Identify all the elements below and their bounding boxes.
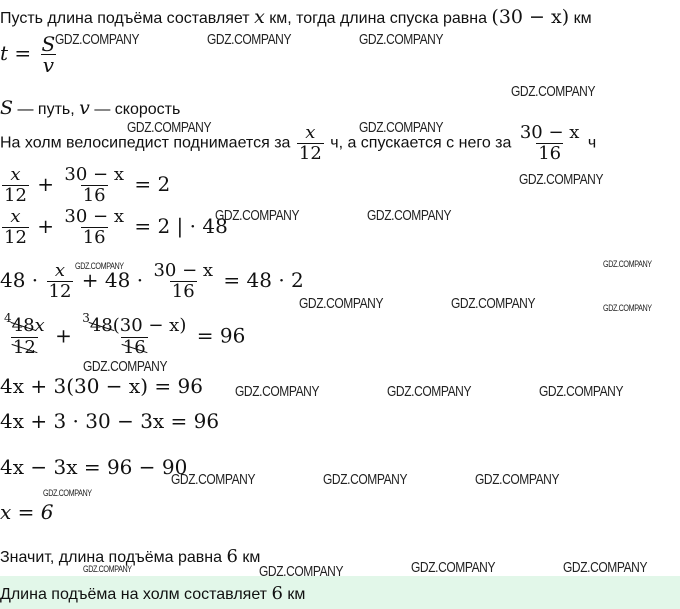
- sv-text-b: — скорость: [94, 101, 181, 118]
- watermark: GDZ.COMPANY: [359, 119, 444, 136]
- watermark: GDZ.COMPANY: [171, 471, 256, 488]
- hill-text-a: На холм велосипедист поднимается за: [0, 134, 291, 152]
- watermark: GDZ.COMPANY: [603, 303, 652, 313]
- eq2-a-num: x: [10, 206, 21, 227]
- watermark: GDZ.COMPANY: [83, 564, 132, 574]
- hill-f2-den: 16: [538, 143, 562, 164]
- equation-4: [0, 311, 246, 358]
- eq4-struck-48-a: [12, 315, 35, 336]
- equation-8: x = 6: [0, 500, 54, 524]
- watermark: GDZ.COMPANY: [259, 563, 344, 580]
- formula-t: [0, 34, 59, 75]
- watermark: GDZ.COMPANY: [235, 383, 320, 400]
- watermark: GDZ.COMPANY: [539, 383, 624, 400]
- eq3-b-num: 30 − x: [153, 260, 214, 281]
- equation-2: [0, 207, 228, 248]
- eq2-b-num: 30 − x: [64, 206, 124, 227]
- sv-line: [0, 97, 180, 119]
- eq4-struck-48-b: [90, 315, 113, 336]
- answer-unit: км: [287, 586, 306, 603]
- watermark: GDZ.COMPANY: [215, 207, 300, 224]
- intro-expr: (30 − x): [491, 6, 570, 28]
- eq4-a-den: 12: [12, 337, 36, 358]
- hill-line: [0, 123, 596, 164]
- equation-5: 4x + 3(30 − x) = 96: [0, 374, 203, 398]
- eq1-a-num: x: [10, 164, 21, 185]
- eq3-a-num: x: [54, 260, 66, 281]
- eq4-struck-16: [123, 337, 146, 358]
- watermark: GDZ.COMPANY: [563, 559, 648, 576]
- watermark: GDZ.COMPANY: [127, 119, 212, 136]
- sv-v: v: [79, 97, 90, 119]
- eq2-plus: +: [37, 214, 55, 238]
- hill-text-c: ч: [587, 134, 597, 152]
- eq4-rhs: = 96: [196, 323, 246, 348]
- equation-1: [0, 165, 170, 206]
- conclusion-text: Значит, длина подъёма равна: [0, 549, 223, 566]
- formula-t-num: S: [41, 32, 56, 56]
- watermark: GDZ.COMPANY: [603, 259, 652, 269]
- conclusion-unit: км: [242, 549, 261, 566]
- watermark: GDZ.COMPANY: [511, 83, 596, 100]
- eq4-b-den: 16: [122, 337, 146, 358]
- eq2-rhs: = 2 | · 48: [134, 214, 228, 238]
- watermark: GDZ.COMPANY: [43, 488, 92, 498]
- eq2-b-den: 16: [82, 227, 106, 248]
- eq4-struck-12: [13, 337, 36, 358]
- answer-text: Длина подъёма на холм составляет: [0, 586, 268, 603]
- watermark: GDZ.COMPANY: [411, 559, 496, 576]
- eq4-b-num-rest: (30 − x): [112, 315, 187, 336]
- hill-f1-den: 12: [298, 143, 322, 164]
- watermark: GDZ.COMPANY: [359, 31, 444, 48]
- intro-text-c: км: [573, 10, 592, 27]
- intro-text-b: км, тогда длина спуска равна: [269, 10, 487, 27]
- hill-f1-num: x: [305, 122, 316, 143]
- answer-value: 6: [271, 583, 283, 604]
- intro-var-x: x: [254, 6, 265, 28]
- eq3-a-den: 12: [48, 281, 72, 302]
- eq1-b-den: 16: [82, 185, 106, 206]
- eq3-rhs: = 48 · 2: [223, 268, 304, 292]
- watermark: GDZ.COMPANY: [299, 295, 384, 312]
- eq1-rhs: = 2: [134, 172, 171, 196]
- watermark: GDZ.COMPANY: [207, 31, 292, 48]
- hill-f2-num: 30 − x: [519, 122, 580, 143]
- eq3-lead: 48 ·: [0, 268, 39, 292]
- eq4-a-num-struck: 48: [11, 315, 35, 336]
- watermark: GDZ.COMPANY: [323, 471, 408, 488]
- eq1-a-den: 12: [4, 185, 27, 206]
- eq1-plus: +: [37, 172, 55, 196]
- watermark: GDZ.COMPANY: [55, 31, 140, 48]
- eq4-a-num-rest: x: [34, 315, 45, 336]
- eq4-sup1: 4: [4, 311, 12, 325]
- eq2-a-den: 12: [4, 227, 27, 248]
- formula-t-den: v: [42, 53, 55, 77]
- eq4-b-num-struck: 48: [89, 315, 113, 336]
- sv-s: S: [0, 97, 14, 119]
- watermark: GDZ.COMPANY: [83, 358, 168, 375]
- watermark: GDZ.COMPANY: [367, 207, 452, 224]
- intro-text-a: Пусть длина подъёма составляет: [0, 10, 250, 27]
- eq4-plus: +: [55, 323, 72, 348]
- eq1-b-num: 30 − x: [64, 164, 124, 185]
- intro-line: [0, 6, 592, 28]
- equation-7: 4x − 3x = 96 − 90: [0, 455, 188, 479]
- watermark: GDZ.COMPANY: [387, 383, 472, 400]
- eq4-sup2: 3: [82, 311, 90, 325]
- equation-6: 4x + 3 · 30 − 3x = 96: [0, 409, 220, 433]
- answer-line: [0, 583, 305, 604]
- watermark: GDZ.COMPANY: [519, 171, 604, 188]
- eq3-b-den: 16: [171, 281, 195, 302]
- formula-t-lhs: t =: [0, 41, 32, 65]
- hill-text-b: ч, а спускается с него за: [330, 134, 512, 152]
- watermark: GDZ.COMPANY: [475, 471, 560, 488]
- watermark: GDZ.COMPANY: [75, 261, 124, 271]
- eq3-mid: + 48 ·: [81, 268, 144, 292]
- equation-3: [0, 261, 304, 302]
- watermark: GDZ.COMPANY: [451, 295, 536, 312]
- conclusion-value: 6: [226, 546, 238, 567]
- sv-text-a: — путь,: [17, 101, 75, 118]
